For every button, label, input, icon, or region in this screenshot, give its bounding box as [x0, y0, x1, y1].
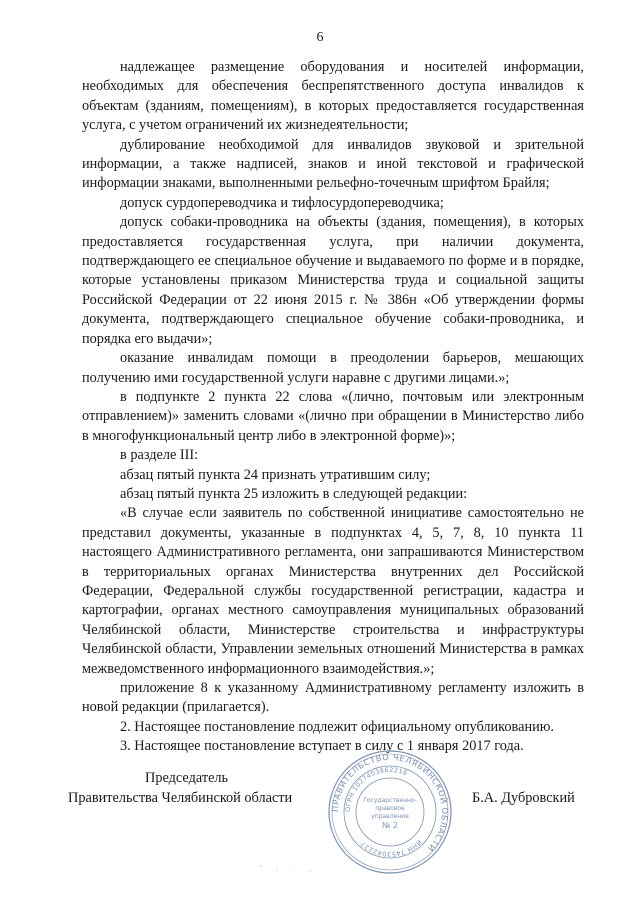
- paragraph: приложение 8 к указанному Административному регламенту изложить в новой редакции (прилагается).: [82, 680, 584, 716]
- paragraph: оказание инвалидам помощи в преодолении барьеров, мешающих получению ими государственной услуги наравне с другими лицами.»;: [82, 350, 584, 386]
- seal-ogrn-text: ОГРН 1027403862216: [343, 765, 409, 813]
- paragraph: в подпункте 2 пункта 22 слова «(лично, почтовым или электронным отправлением)» заменить словами «(лично при обращении в Министерство либо в многофункциональный центр либо в электронной форме)»;: [82, 388, 584, 444]
- official-seal-stamp: [326, 748, 454, 876]
- paragraph: абзац пятый пункта 25 изложить в следующей редакции:: [120, 485, 468, 502]
- signatory-title: Правительства Челябинской области: [68, 790, 293, 806]
- seal-ring-text: ПРАВИТЕЛЬСТВО ЧЕЛЯБИНСКОЙ ОБЛАСТИ: [329, 751, 451, 854]
- svg-text:ИНН 7453042227: [359, 838, 424, 858]
- paragraph: 2. Настоящее постановление подлежит официальному опубликованию.: [120, 718, 555, 735]
- page-number: 6: [316, 30, 324, 45]
- signatory-title: Председатель: [145, 770, 229, 786]
- signatory-name: Б.А. Дубровский: [472, 790, 575, 806]
- paragraph: в разделе III:: [120, 447, 199, 464]
- seal-inn-text: ИНН 7453042227: [358, 837, 424, 859]
- seal-center-line: управление: [371, 813, 409, 820]
- scan-artifact: [255, 858, 325, 878]
- paragraph: абзац пятый пункта 24 признать утратившим силу;: [120, 466, 431, 483]
- paragraph: 3. Настоящее постановление вступает в силу с 1 января 2017 года.: [120, 738, 524, 755]
- seal-center-line: Государственно-: [363, 797, 417, 804]
- document-body: [82, 58, 584, 757]
- paragraph: дублирование необходимой для инвалидов звуковой и зрительной информации, а также надписей, знаков и иной текстовой и графической информации знаками, выполненными рельефно-точечным шрифтом Брайля;: [82, 136, 584, 192]
- seal-center-line: правовое: [375, 805, 405, 812]
- paragraph: надлежащее размещение оборудования и носителей информации, необходимых для обеспечения беспрепятственного доступа инвалидов к объектам (зданиям, помещениям), в которых предоставляется государственная услуга, с учетом ограничений их жизнедеятельности;: [82, 59, 584, 134]
- paragraph: допуск сурдопереводчика и тифлосурдопереводчика;: [120, 194, 444, 211]
- seal-center-line: № 2: [382, 821, 398, 830]
- paragraph: допуск собаки-проводника на объекты (здания, помещения), в которых предоставляется государственная услуга, при наличии документа, подтверждающего ее специальное обучение и выдаваемого по форме и в порядке, которые установлены приказом Министерства труда и социальной защиты Российской Федерации от 22 июня 2015 г. № 386н «Об утверждении формы документа, подтверждающего специальное обучение собаки-проводника, и порядка его выдачи»;: [82, 214, 584, 347]
- paragraph: «В случае если заявитель по собственной инициативе самостоятельно не представил документы, указанные в подпунктах 4, 5, 7, 8, 10 пункта 11 настоящего Административного регламента, они запрашиваются Министерством в территориальных органах Министерства внутренних дел Российской Федерации, Федеральной службы государственной регистрации, кадастра и картографии, органах местного самоуправления муниципальных образований Челябинской области, Министерстве строительства и инфраструктуры Челябинской области, Управлении земельных отношений Министерства в рамках межведомственного информационного взаимодействия.»;: [82, 505, 584, 677]
